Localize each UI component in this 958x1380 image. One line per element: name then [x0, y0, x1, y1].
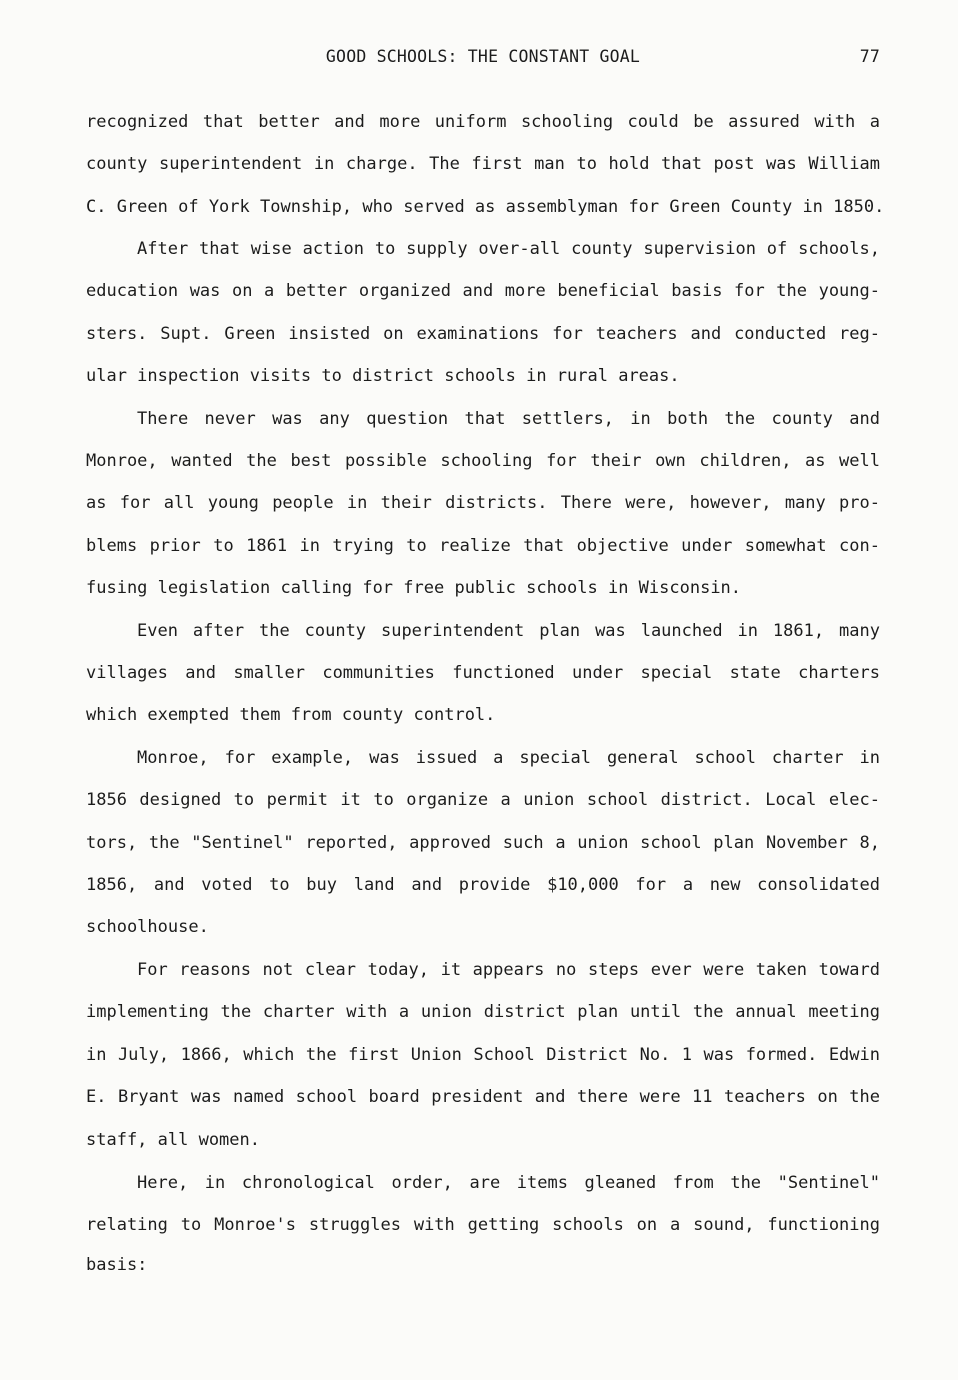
text-line: C. Green of York Township, who served as assemblyman for Green County in 1850.: [86, 197, 885, 217]
text-line: Here, in chronological order, are items gleaned from the "Sentinel": [137, 1173, 880, 1193]
text-line: basis:: [86, 1255, 148, 1275]
text-line: sters. Supt. Green insisted on examinations for teachers and conducted reg-: [86, 324, 880, 344]
text-line: education was on a better organized and more beneficial basis for the young-: [86, 281, 880, 301]
text-line: ular inspection visits to district schools in rural areas.: [86, 366, 680, 386]
page-number: 77: [859, 47, 880, 66]
running-head: [86, 47, 880, 71]
text-line: Monroe, for example, was issued a special general school charter in: [137, 748, 880, 768]
text-line: as for all young people in their districts. There were, however, many pro-: [86, 493, 880, 513]
text-line: relating to Monroe's struggles with getting schools on a sound, functioning: [86, 1215, 880, 1235]
text-line: Monroe, wanted the best possible schooling for their own children, as well: [86, 451, 880, 471]
text-line: tors, the "Sentinel" reported, approved such a union school plan November 8,: [86, 833, 880, 853]
text-line: For reasons not clear today, it appears no steps ever were taken toward: [137, 960, 880, 980]
text-line: Even after the county superintendent plan was launched in 1861, many: [137, 621, 880, 641]
text-line: in July, 1866, which the first Union School District No. 1 was formed. Edwin: [86, 1045, 880, 1065]
running-title: GOOD SCHOOLS: THE CONSTANT GOAL: [325, 47, 641, 66]
text-line: blems prior to 1861 in trying to realize that objective under somewhat con-: [86, 536, 880, 556]
text-line: fusing legislation calling for free public schools in Wisconsin.: [86, 578, 742, 598]
text-line: There never was any question that settlers, in both the county and: [137, 409, 880, 429]
text-line: 1856 designed to permit it to organize a union school district. Local elec-: [86, 790, 880, 810]
text-line: county superintendent in charge. The first man to hold that post was William: [86, 154, 880, 174]
text-line: which exempted them from county control.: [86, 705, 496, 725]
text-line: schoolhouse.: [86, 917, 209, 937]
text-line: After that wise action to supply over-all county supervision of schools,: [137, 239, 880, 259]
text-line: staff, all women.: [86, 1130, 260, 1150]
text-line: recognized that better and more uniform schooling could be assured with a: [86, 112, 880, 132]
text-line: implementing the charter with a union district plan until the annual meeting: [86, 1002, 880, 1022]
text-line: 1856, and voted to buy land and provide $10,000 for a new consolidated: [86, 875, 880, 895]
text-line: E. Bryant was named school board president and there were 11 teachers on the: [86, 1087, 880, 1107]
text-line: villages and smaller communities functioned under special state charters: [86, 663, 880, 683]
